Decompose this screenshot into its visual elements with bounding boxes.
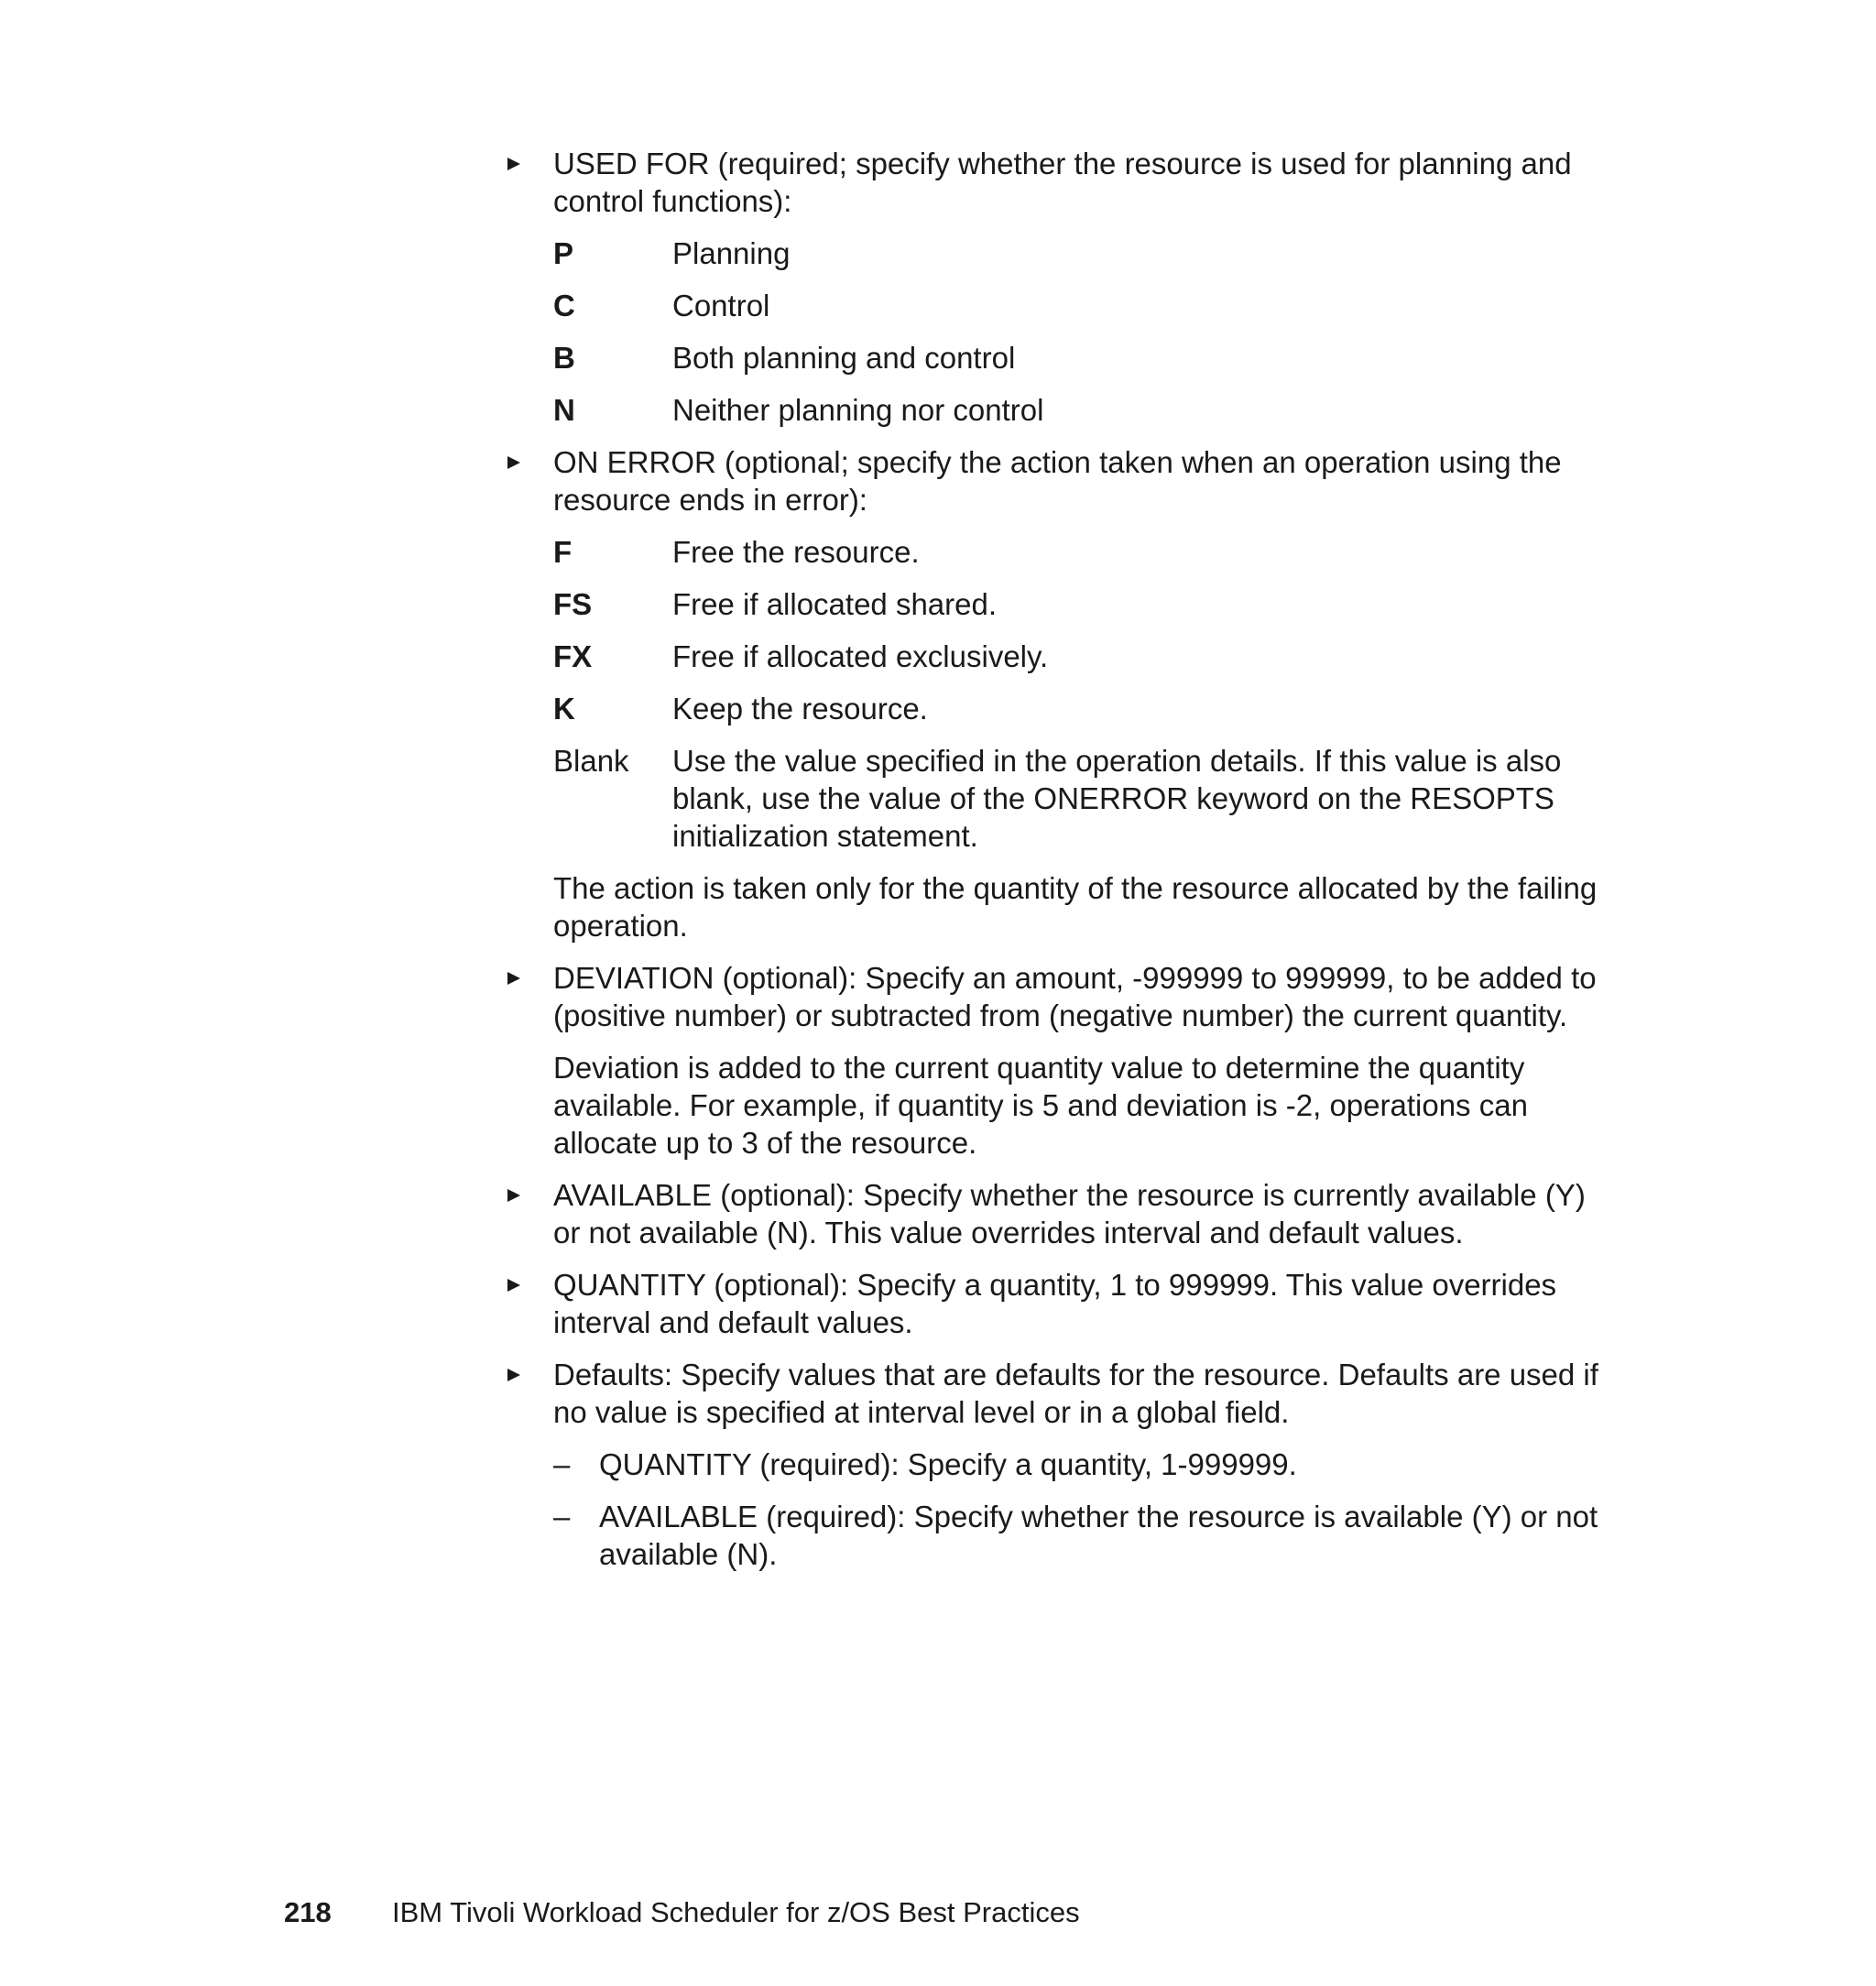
- bullet-available: [507, 1176, 1616, 1251]
- on-error-note: The action is taken only for the quantity of the resource allocated by the failing operation.: [553, 871, 1598, 943]
- page-footer: [284, 1894, 1080, 1931]
- option-desc: Neither planning nor control: [672, 393, 1044, 427]
- option-desc: Free if allocated shared.: [672, 587, 998, 621]
- quantity-text: QUANTITY (optional): Specify a quantity, 1 to 999999. This value overrides interval and default values.: [553, 1268, 1557, 1339]
- option-desc: Control: [672, 289, 770, 322]
- option-row: [553, 339, 1616, 376]
- option-desc: Planning: [672, 236, 791, 270]
- deviation-note: Deviation is added to the current quantity value to determine the quantity available. For example, if quantity is 5 and deviation is -2, operations can allocate up to 3 of the resource.: [553, 1051, 1528, 1160]
- dash-list-item: [553, 1498, 1616, 1573]
- bullet-triangle-icon: [507, 158, 520, 170]
- bullet-used-for: [507, 145, 1616, 220]
- dash-item-text: AVAILABLE (required): Specify whether the resource is available (Y) or not available (N).: [599, 1500, 1598, 1571]
- option-desc: Both planning and control: [672, 341, 1016, 375]
- option-code: C: [553, 289, 575, 322]
- option-row: [553, 742, 1616, 855]
- option-desc: Free the resource.: [672, 535, 920, 569]
- used-for-intro: USED FOR (required; specify whether the resource is used for planning and control functions):: [553, 147, 1572, 218]
- book-title: IBM Tivoli Workload Scheduler for z/OS Best Practices: [392, 1896, 1080, 1928]
- option-row: [553, 235, 1616, 272]
- option-desc: Free if allocated exclusively.: [672, 639, 1049, 673]
- page-content: [507, 145, 1616, 1588]
- bullet-deviation: [507, 959, 1616, 1034]
- option-code: FS: [553, 587, 593, 621]
- bullet-quantity: [507, 1266, 1616, 1341]
- bullet-defaults: [507, 1356, 1616, 1431]
- option-desc: Keep the resource.: [672, 692, 928, 726]
- option-code: N: [553, 393, 575, 427]
- option-code: Blank: [553, 744, 629, 778]
- option-row: [553, 533, 1616, 571]
- dash-list-item: [553, 1446, 1616, 1483]
- option-code: P: [553, 236, 574, 270]
- deviation-intro: DEVIATION (optional): Specify an amount, -999999 to 999999, to be added to (positive number) or subtracted from (negative number) the current quantity.: [553, 961, 1597, 1032]
- bullet-triangle-icon: [507, 1369, 520, 1381]
- bullet-triangle-icon: [507, 1189, 520, 1202]
- page-number: 218: [284, 1896, 332, 1928]
- option-desc: Use the value specified in the operation details. If this value is also blank, use the value of the ONERROR keyword on the RESOPTS initialization statement.: [672, 744, 1562, 853]
- option-row: [553, 690, 1616, 727]
- defaults-intro: Defaults: Specify values that are defaults for the resource. Defaults are used if no value is specified at interval level or in a global field.: [553, 1358, 1598, 1429]
- option-row: [553, 585, 1616, 623]
- option-row: [553, 287, 1616, 324]
- on-error-intro: ON ERROR (optional; specify the action taken when an operation using the resource ends in error):: [553, 445, 1562, 517]
- dash-marker: –: [553, 1500, 571, 1533]
- option-code: K: [553, 692, 575, 726]
- bullet-triangle-icon: [507, 1279, 520, 1292]
- dash-item-text: QUANTITY (required): Specify a quantity, 1-999999.: [599, 1447, 1297, 1481]
- bullet-on-error: [507, 443, 1616, 518]
- option-code: B: [553, 341, 575, 375]
- available-text: AVAILABLE (optional): Specify whether the resource is currently available (Y) or not available (N). This value overrides interval and default values.: [553, 1178, 1586, 1249]
- option-code: FX: [553, 639, 593, 673]
- option-row: [553, 391, 1616, 429]
- option-code: F: [553, 535, 573, 569]
- option-row: [553, 638, 1616, 675]
- bullet-triangle-icon: [507, 972, 520, 985]
- dash-marker: –: [553, 1447, 571, 1481]
- bullet-triangle-icon: [507, 456, 520, 469]
